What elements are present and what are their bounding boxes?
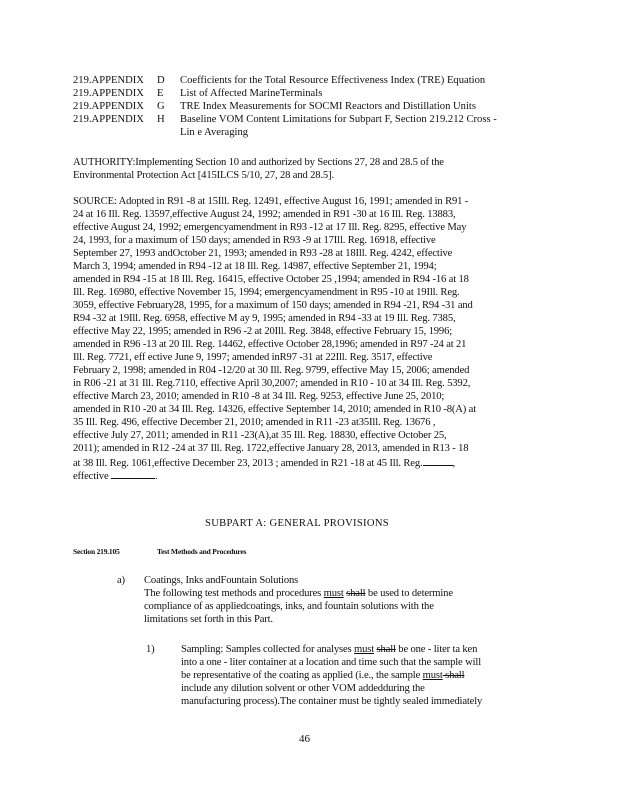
blank-fill-line — [423, 455, 453, 466]
section-title: Test Methods and Procedures — [157, 547, 247, 556]
inserted-text: must — [323, 588, 344, 599]
source-line-text: effective — [73, 471, 109, 482]
subsection-text — [181, 643, 477, 656]
appendix-letter: D — [157, 75, 165, 86]
text-run: be one - liter ta ken — [395, 644, 478, 655]
source-line-tail: , — [452, 458, 456, 469]
subsection-text: include any dilution solvent or other VOM addedduring the — [181, 683, 425, 694]
source-line: SOURCE: Adopted in R91 -8 at 15Ill. Reg. 12491, effective August 16, 1991; amended in R91 - — [73, 196, 469, 207]
page-number: 46 — [299, 733, 310, 745]
source-line: in R06 -21 at 31 Ill. Reg.7110, effective April 30,2007; amended in R10 - 10 at 34 Ill. Reg. 5392, — [73, 378, 471, 389]
source-line: 24, 1993, for a maximum of 150 days; amended in R93 -9 at 17Ill. Reg. 16918, effective — [73, 235, 436, 246]
subsection-text: into a one - liter container at a location and time such that the sample will — [181, 657, 481, 668]
source-line: September 27, 1993 andOctober 21, 1993; amended in R93 -28 at 18Ill. Reg. 4242, effective — [73, 248, 453, 259]
blank-fill-line — [111, 468, 155, 479]
appendix-title: Coefficients for the Total Resource Effectiveness Index (TRE) Equation — [180, 75, 486, 86]
appendix-name: 219.APPENDIX — [73, 88, 144, 99]
source-line: effective July 27, 2011; amended in R11 -23(A),at 35 Ill. Reg. 18830, effective October 25, — [73, 430, 447, 441]
source-line: Ill. Reg. 16980, effective November 15, 1994; emergencyamendment in R95 -10 at 19Ill. Reg. — [73, 287, 460, 298]
appendix-title: List of Affected MarineTerminals — [180, 88, 323, 99]
section-number: Section 219.105 — [73, 547, 120, 556]
source-line: effective August 24, 1992; emergencyamendment in R93 -12 at 17 Ill. Reg. 8295, effective May — [73, 222, 467, 233]
source-line: 35 Ill. Reg. 496, effective December 21, 2010; amended in R11 -23 at35Ill. Reg. 13676 , — [73, 417, 436, 428]
source-line: 3059, effective February28, 1995, for a maximum of 150 days; amended in R94 -21, R94 -31 and — [73, 300, 473, 311]
text-run: be representative of the coating as applied (i.e., the sample — [181, 670, 421, 681]
subsection-label: a) — [117, 575, 125, 586]
source-line: amended in R10 -20 at 34 Ill. Reg. 14326, effective September 14, 2010; amended in R10 -8(A) at — [73, 404, 477, 415]
subsection-title: Coatings, Inks andFountain Solutions — [144, 575, 299, 586]
deleted-text: shall — [346, 588, 366, 599]
appendix-letter: G — [157, 101, 165, 112]
appendix-name: 219.APPENDIX — [73, 75, 144, 86]
source-line: 2011); amended in R12 -24 at 37 Ill. Reg. 1722,effective January 28, 2013, amended in R13 - 18 — [73, 443, 469, 454]
appendix-title: Baseline VOM Content Limitations for Subpart F, Section 219.212 Cross - — [180, 114, 497, 125]
appendix-letter: H — [157, 114, 165, 125]
appendix-name: 219.APPENDIX — [73, 114, 144, 125]
text-run: be used to determine — [365, 588, 453, 599]
authority-line: AUTHORITY:Implementing Section 10 and authorized by Sections 27, 28 and 28.5 of the — [73, 157, 444, 168]
text-run: The following test methods and procedures — [144, 588, 322, 599]
subsection-text: compliance of as appliedcoatings, inks, and fountain solutions with the — [144, 601, 434, 612]
appendix-title-continued: Lin e Averaging — [180, 127, 249, 138]
subsection-text: limitations set forth in this Part. — [144, 614, 273, 625]
inserted-text: must — [422, 670, 443, 681]
text-run: Sampling: Samples collected for analyses — [181, 644, 352, 655]
source-line: Ill. Reg. 7721, eff ective June 9, 1997; amended inR97 -31 at 22Ill. Reg. 3517, effective — [73, 352, 433, 363]
subsection-text — [181, 669, 464, 682]
authority-line: Environmental Protection Act [415ILCS 5/10, 27, 28 and 28.5]. — [73, 170, 334, 181]
source-line: effective May 22, 1995; amended in R96 -2 at 20Ill. Reg. 3848, effective February 15, 1996; — [73, 326, 453, 337]
source-line: effective March 23, 2010; amended in R10 -8 at 34 Ill. Reg. 9253, effective June 25, 2010; — [73, 391, 445, 402]
appendix-letter: E — [157, 88, 164, 99]
deleted-text: shall — [376, 644, 396, 655]
source-line: amended in R96 -13 at 20 Ill. Reg. 14462, effective October 28,1996; amended in R97 -24 at 21 — [73, 339, 467, 350]
source-line-text: at 38 Ill. Reg. 1061,effective December 23, 2013 ; amended in R21 -18 at 45 Ill. Reg. — [73, 458, 423, 469]
source-line: February 2, 1998; amended in R04 -12/20 at 30 Ill. Reg. 9799, effective May 15, 2006; amended — [73, 365, 470, 376]
deleted-text: shall — [442, 670, 465, 681]
appendix-name: 219.APPENDIX — [73, 101, 144, 112]
appendix-title: TRE Index Measurements for SOCMI Reactors and Distillation Units — [180, 101, 476, 112]
source-line: 24 at 16 Ill. Reg. 13597,effective August 24, 1992; amended in R91 -30 at 16 Ill. Reg. 13883, — [73, 209, 456, 220]
inserted-text: must — [354, 644, 375, 655]
subsection-label: 1) — [146, 644, 155, 655]
source-line: effective . — [73, 468, 158, 483]
subsection-text — [144, 587, 453, 600]
source-line: amended in R94 -15 at 18 Ill. Reg. 16415, effective October 25 ,1994; amended in R94 -16 at 18 — [73, 274, 469, 285]
subpart-heading: SUBPART A: GENERAL PROVISIONS — [205, 518, 389, 529]
source-line: R94 -32 at 19Ill. Reg. 6958, effective M ay 9, 1995; amended in R94 -33 at 19 Ill. Reg. 7385, — [73, 313, 456, 324]
source-line: March 3, 1994; amended in R94 -12 at 18 Ill. Reg. 14987, effective September 21, 1994; — [73, 261, 437, 272]
subsection-text: manufacturing process).The container must be tightly sealed immediately — [181, 696, 483, 707]
